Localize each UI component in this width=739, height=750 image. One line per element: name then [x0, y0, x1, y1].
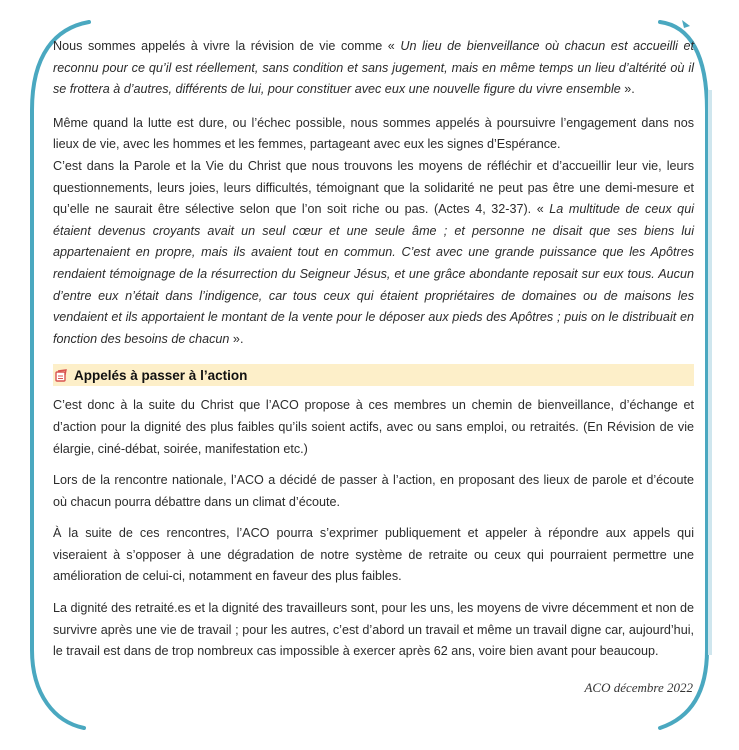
- paragraph-lutte: Même quand la lutte est dure, ou l’échec possible, nous sommes appelés à poursuivre l’engagement dans nos lieux de vie, avec les hommes et les femmes, partageant avec eux les signes d’Espérance.: [53, 115, 694, 152]
- section-heading: [53, 364, 694, 386]
- paragraph-suite-rencontres: À la suite de ces rencontres, l’ACO pourra s’exprimer publiquement et appeler à répondre aux appels qui viseraient à s’opposer à une dégradation de notre système de retraite ou ceux qui pourraient permettre une amélioration de celui-ci, notamment en faveur des plus faibles.: [53, 526, 694, 584]
- quote-actes: La multitude de ceux qui étaient devenus croyants avait un seul cœur et une seule âme ; et personne ne disait que ses biens lui appartenaient en propre, mais ils avaient tout en commun. C’est avec une grande puissance que les Apôtres rendaient témoignage de la résurrection du Seigneur Jésus, et une grâce abondante reposait sur eux tous. Aucun d’entre eux n’était dans l’indigence, car tous ceux qui étaient propriétaires de domaines ou de maisons les vendaient et ils apportaient le montant de la vente pour le déposer aux pieds des Apôtres ; puis on le distribuait en fonction des besoins de chacun: [53, 202, 694, 346]
- signature: ACO décembre 2022: [584, 680, 693, 695]
- pencil-note-icon: [55, 369, 67, 382]
- paragraph-aco-propose: C’est donc à la suite du Christ que l’ACO propose à ces membres un chemin de bienveillance, d’échange et d’action pour la dignité des plus faibles qu’ils soient actifs, avec ou sans emploi, ou retraités. (En Révision de vie élargie, ciné-débat, soirée, manifestation etc.): [53, 398, 694, 456]
- paragraph-rencontre-nationale: Lors de la rencontre nationale, l’ACO a décidé de passer à l’action, en proposant des lieux de parole et d’écoute où chacun pourra débattre dans un climat d’écoute.: [53, 473, 694, 509]
- document-body: [53, 36, 694, 663]
- quote: Un lieu de bienveillance où chacun est accueilli et reconnu pour ce qu’il est réellement, sans condition et sans jugement, mais en même temps un lieu d’altérité où il se frottera à d’autres, différents de lui, pour constituer avec eux une nouvelle figure du vivre ensemble: [53, 39, 694, 97]
- paragraph-dignite: La dignité des retraité.es et la dignité des travailleurs sont, pour les uns, les moyens de vivre décemment et non de survivre après une vie de travail ; pour les autres, c’est d’abord un travail et même un travail digne car, aujourd’hui, le travail est dans de trop nombreux cas impossible à exercer après 62 ans, voire bien avant pour beaucoup.: [53, 601, 694, 659]
- paragraph-parole: C’est dans la Parole et la Vie du Christ que nous trouvons les moyens de réfléchir et d’accueillir leur vie, leurs questionnements, leurs joies, leurs difficultés, témoignant que la solidarité ne peut pas être une demi-mesure et qu’elle ne saurait être sélective selon que l’on soit riche ou pas. (Actes 4, 32-37). « La multitude de ceux qui étaient devenus croyants avait un seul cœur et une seule âme ; et personne ne disait que ses biens lui appartenaient en propre, mais ils avaient tout en commun. C’est avec une grande puissance que les Apôtres rendaient témoignage de la résurrection du Seigneur Jésus, et une grâce abondante reposait sur eux tous. Aucun d’entre eux n’était dans l’indigence, car tous ceux qui étaient propriétaires de domaines ou de maisons les vendaient et ils apportaient le montant de la vente pour le déposer aux pieds des Apôtres ; puis on le distribuait en fonction des besoins de chacun ».: [53, 158, 694, 346]
- paragraph-revision-de-vie: Nous sommes appelés à vivre la révision de vie comme « Un lieu de bienveillance où chacun est accueilli et reconnu pour ce qu’il est réellement, sans condition et sans jugement, mais en même temps un lieu d’altérité où il se frottera à d’autres, différents de lui, pour constituer avec eux une nouvelle figure du vivre ensemble ».: [53, 39, 694, 97]
- section-title: Appelés à passer à l’action: [74, 367, 248, 383]
